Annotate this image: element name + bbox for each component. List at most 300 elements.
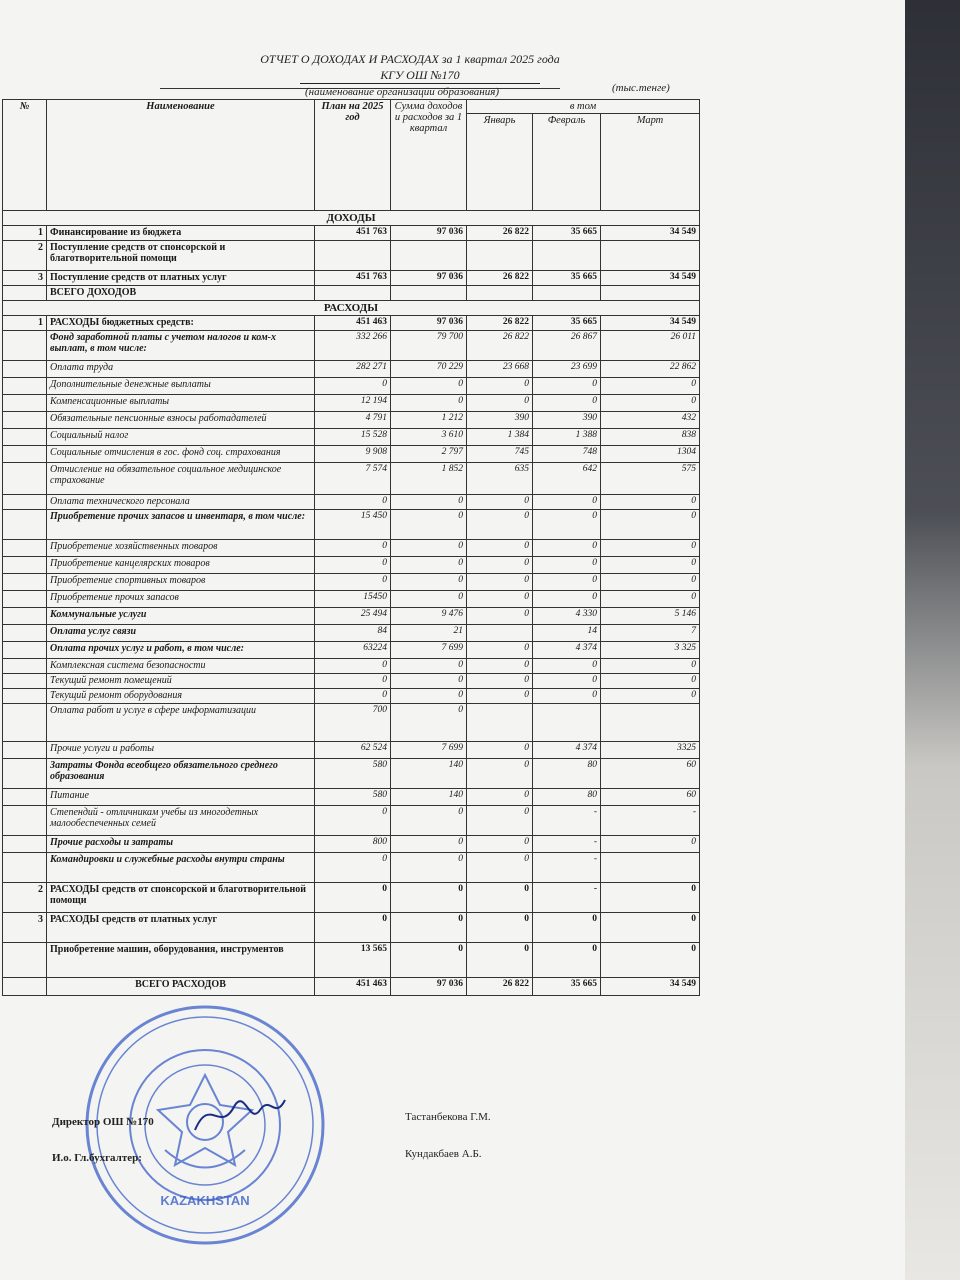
cell-plan: 0 bbox=[315, 557, 391, 574]
cell-plan: 700 bbox=[315, 704, 391, 742]
cell-idx bbox=[3, 361, 47, 378]
org-caption: (наименование организации образования) bbox=[305, 86, 500, 98]
cell-sum: 0 bbox=[391, 674, 467, 689]
cell-sum bbox=[391, 241, 467, 271]
cell-idx bbox=[3, 978, 47, 996]
cell-sum: 0 bbox=[391, 510, 467, 540]
cell-jan: 0 bbox=[467, 395, 533, 412]
cell-idx bbox=[3, 836, 47, 853]
cell-sum: 0 bbox=[391, 853, 467, 883]
cell-jan: 0 bbox=[467, 883, 533, 913]
cell-feb bbox=[533, 704, 601, 742]
cell-plan bbox=[315, 286, 391, 301]
cell-plan: 0 bbox=[315, 378, 391, 395]
cell-sum: 0 bbox=[391, 943, 467, 978]
table-row bbox=[3, 557, 700, 574]
cell-name: ВСЕГО ДОХОДОВ bbox=[47, 286, 315, 301]
cell-feb: 26 867 bbox=[533, 331, 601, 361]
cell-sum: 21 bbox=[391, 625, 467, 642]
table-row bbox=[3, 759, 700, 789]
cell-mar: 5 146 bbox=[601, 608, 700, 625]
cell-plan: 580 bbox=[315, 789, 391, 806]
cell-mar: - bbox=[601, 806, 700, 836]
cell-jan bbox=[467, 286, 533, 301]
section-expense: РАСХОДЫ bbox=[3, 301, 700, 316]
cell-sum: 0 bbox=[391, 704, 467, 742]
cell-name: Командировки и служебные расходы внутри страны bbox=[47, 853, 315, 883]
cell-name: Комплексная система безопасности bbox=[47, 659, 315, 674]
cell-feb bbox=[533, 286, 601, 301]
header-name: Наименование bbox=[47, 100, 315, 211]
table-row bbox=[3, 608, 700, 625]
cell-feb: - bbox=[533, 883, 601, 913]
cell-sum: 0 bbox=[391, 689, 467, 704]
table-row bbox=[3, 978, 700, 996]
cell-sum: 97 036 bbox=[391, 978, 467, 996]
table-row bbox=[3, 540, 700, 557]
cell-sum: 0 bbox=[391, 540, 467, 557]
cell-mar: 34 549 bbox=[601, 316, 700, 331]
cell-sum: 0 bbox=[391, 591, 467, 608]
cell-plan: 15 450 bbox=[315, 510, 391, 540]
table-row bbox=[3, 704, 700, 742]
table-row bbox=[3, 286, 700, 301]
cell-name: Оплата технического персонала bbox=[47, 495, 315, 510]
cell-sum: 97 036 bbox=[391, 226, 467, 241]
cell-plan: 12 194 bbox=[315, 395, 391, 412]
cell-jan: 0 bbox=[467, 742, 533, 759]
cell-plan: 451 463 bbox=[315, 316, 391, 331]
cell-idx bbox=[3, 853, 47, 883]
cell-idx: 1 bbox=[3, 226, 47, 241]
cell-plan: 451 463 bbox=[315, 978, 391, 996]
cell-idx bbox=[3, 429, 47, 446]
cell-plan: 84 bbox=[315, 625, 391, 642]
cell-jan: 745 bbox=[467, 446, 533, 463]
cell-name: РАСХОДЫ средств от платных услуг bbox=[47, 913, 315, 943]
cell-jan: 0 bbox=[467, 642, 533, 659]
header-no: № bbox=[3, 100, 47, 211]
cell-feb: 0 bbox=[533, 510, 601, 540]
cell-idx: 2 bbox=[3, 241, 47, 271]
cell-feb: 748 bbox=[533, 446, 601, 463]
cell-jan: 23 668 bbox=[467, 361, 533, 378]
cell-plan: 0 bbox=[315, 495, 391, 510]
report-title: ОТЧЕТ О ДОХОДАХ И РАСХОДАХ за 1 квартал 2025 года bbox=[260, 52, 560, 66]
cell-name: Фонд заработной платы с учетом налогов и ком-х выплат, в том числе: bbox=[47, 331, 315, 361]
cell-feb: 35 665 bbox=[533, 226, 601, 241]
cell-feb: 0 bbox=[533, 943, 601, 978]
cell-idx: 3 bbox=[3, 913, 47, 943]
cell-name: Прочие услуги и работы bbox=[47, 742, 315, 759]
director-signature bbox=[190, 1085, 290, 1145]
table-row bbox=[3, 943, 700, 978]
cell-plan: 25 494 bbox=[315, 608, 391, 625]
cell-mar: 0 bbox=[601, 836, 700, 853]
cell-jan bbox=[467, 704, 533, 742]
cell-feb: 0 bbox=[533, 689, 601, 704]
cell-feb: 390 bbox=[533, 412, 601, 429]
cell-sum: 97 036 bbox=[391, 316, 467, 331]
cell-feb: - bbox=[533, 806, 601, 836]
cell-name: Поступление средств от спонсорской и благотворительной помощи bbox=[47, 241, 315, 271]
header-feb: Февраль bbox=[533, 114, 601, 211]
cell-jan: 0 bbox=[467, 789, 533, 806]
cell-mar: 0 bbox=[601, 510, 700, 540]
cell-sum: 7 699 bbox=[391, 642, 467, 659]
cell-idx bbox=[3, 378, 47, 395]
cell-jan: 0 bbox=[467, 689, 533, 704]
cell-feb: 0 bbox=[533, 557, 601, 574]
cell-mar: 0 bbox=[601, 913, 700, 943]
cell-jan: 0 bbox=[467, 557, 533, 574]
cell-jan: 26 822 bbox=[467, 226, 533, 241]
cell-idx bbox=[3, 557, 47, 574]
header-mar: Март bbox=[601, 114, 700, 211]
cell-name: Текущий ремонт оборудования bbox=[47, 689, 315, 704]
cell-sum: 1 852 bbox=[391, 463, 467, 495]
cell-feb: 14 bbox=[533, 625, 601, 642]
cell-feb: - bbox=[533, 853, 601, 883]
table-row bbox=[3, 806, 700, 836]
cell-name: Коммунальные услуги bbox=[47, 608, 315, 625]
cell-plan: 0 bbox=[315, 659, 391, 674]
cell-plan: 0 bbox=[315, 674, 391, 689]
cell-mar: 0 bbox=[601, 378, 700, 395]
cell-name: Приобретение машин, оборудования, инструментов bbox=[47, 943, 315, 978]
accountant-label: И.о. Гл.бухгалтер: bbox=[52, 1152, 142, 1164]
cell-mar: 1304 bbox=[601, 446, 700, 463]
cell-plan: 800 bbox=[315, 836, 391, 853]
table-row bbox=[3, 625, 700, 642]
cell-mar: 3325 bbox=[601, 742, 700, 759]
cell-idx: 1 bbox=[3, 316, 47, 331]
cell-jan bbox=[467, 625, 533, 642]
cell-mar: 0 bbox=[601, 495, 700, 510]
cell-name: Обязательные пенсионные взносы работадателей bbox=[47, 412, 315, 429]
cell-jan: 0 bbox=[467, 495, 533, 510]
cell-jan: 0 bbox=[467, 540, 533, 557]
cell-sum: 0 bbox=[391, 378, 467, 395]
cell-name: Оплата работ и услуг в сфере информатизации bbox=[47, 704, 315, 742]
cell-idx bbox=[3, 759, 47, 789]
cell-idx bbox=[3, 789, 47, 806]
cell-idx bbox=[3, 742, 47, 759]
cell-plan bbox=[315, 241, 391, 271]
cell-plan: 62 524 bbox=[315, 742, 391, 759]
cell-name: Питание bbox=[47, 789, 315, 806]
cell-feb bbox=[533, 241, 601, 271]
header-sum: Сумма доходов и расходов за 1 квартал bbox=[391, 100, 467, 211]
table-row bbox=[3, 331, 700, 361]
table-row bbox=[3, 316, 700, 331]
cell-feb: 35 665 bbox=[533, 316, 601, 331]
cell-idx bbox=[3, 642, 47, 659]
cell-name: Компенсационные выплаты bbox=[47, 395, 315, 412]
cell-mar: 60 bbox=[601, 759, 700, 789]
cell-jan bbox=[467, 241, 533, 271]
cell-mar bbox=[601, 704, 700, 742]
cell-sum: 7 699 bbox=[391, 742, 467, 759]
header-jan: Январь bbox=[467, 114, 533, 211]
cell-sum: 0 bbox=[391, 574, 467, 591]
director-name: Тастанбекова Г.М. bbox=[405, 1111, 491, 1123]
cell-sum: 9 476 bbox=[391, 608, 467, 625]
table-row bbox=[3, 395, 700, 412]
cell-mar: 7 bbox=[601, 625, 700, 642]
cell-mar: 60 bbox=[601, 789, 700, 806]
cell-idx bbox=[3, 510, 47, 540]
cell-sum: 0 bbox=[391, 557, 467, 574]
table-row bbox=[3, 446, 700, 463]
cell-name: Приобретение хозяйственных товаров bbox=[47, 540, 315, 557]
cell-feb: 4 374 bbox=[533, 642, 601, 659]
cell-name: ВСЕГО РАСХОДОВ bbox=[47, 978, 315, 996]
cell-feb: 0 bbox=[533, 674, 601, 689]
cell-jan: 0 bbox=[467, 574, 533, 591]
cell-mar: 0 bbox=[601, 395, 700, 412]
cell-name: Приобретение прочих запасов и инвентаря, в том числе: bbox=[47, 510, 315, 540]
cell-feb: 0 bbox=[533, 659, 601, 674]
cell-plan: 15450 bbox=[315, 591, 391, 608]
cell-name: РАСХОДЫ бюджетных средств: bbox=[47, 316, 315, 331]
cell-name: Социальный налог bbox=[47, 429, 315, 446]
cell-feb: 0 bbox=[533, 495, 601, 510]
cell-plan: 0 bbox=[315, 806, 391, 836]
cell-idx bbox=[3, 608, 47, 625]
table-row bbox=[3, 510, 700, 540]
cell-idx bbox=[3, 446, 47, 463]
cell-plan: 15 528 bbox=[315, 429, 391, 446]
cell-plan: 282 271 bbox=[315, 361, 391, 378]
cell-idx bbox=[3, 495, 47, 510]
cell-sum: 3 610 bbox=[391, 429, 467, 446]
cell-name: Приобретение прочих запасов bbox=[47, 591, 315, 608]
cell-feb: 0 bbox=[533, 913, 601, 943]
cell-name: Оплата прочих услуг и работ, в том числе: bbox=[47, 642, 315, 659]
cell-jan: 26 822 bbox=[467, 978, 533, 996]
cell-feb: 642 bbox=[533, 463, 601, 495]
cell-mar: 0 bbox=[601, 883, 700, 913]
cell-sum: 0 bbox=[391, 659, 467, 674]
cell-jan: 0 bbox=[467, 378, 533, 395]
organization-name: КГУ ОШ №170 bbox=[300, 68, 540, 84]
cell-sum: 97 036 bbox=[391, 271, 467, 286]
cell-name: Прочие расходы и затраты bbox=[47, 836, 315, 853]
cell-name: Оплата услуг связи bbox=[47, 625, 315, 642]
cell-mar: 34 549 bbox=[601, 226, 700, 241]
cell-idx bbox=[3, 674, 47, 689]
cell-idx bbox=[3, 286, 47, 301]
cell-mar: 34 549 bbox=[601, 978, 700, 996]
cell-feb: 0 bbox=[533, 540, 601, 557]
cell-sum: 70 229 bbox=[391, 361, 467, 378]
table-row bbox=[3, 226, 700, 241]
cell-mar: 0 bbox=[601, 591, 700, 608]
cell-sum: 2 797 bbox=[391, 446, 467, 463]
table-row bbox=[3, 836, 700, 853]
cell-sum: 140 bbox=[391, 789, 467, 806]
cell-idx bbox=[3, 659, 47, 674]
cell-mar: 22 862 bbox=[601, 361, 700, 378]
cell-idx bbox=[3, 574, 47, 591]
cell-name: Поступление средств от платных услуг bbox=[47, 271, 315, 286]
director-label: Директор ОШ №170 bbox=[52, 1116, 154, 1128]
cell-plan: 4 791 bbox=[315, 412, 391, 429]
cell-plan: 13 565 bbox=[315, 943, 391, 978]
cell-name: Финансирование из бюджета bbox=[47, 226, 315, 241]
table-row bbox=[3, 241, 700, 271]
units-label: (тыс.тенге) bbox=[612, 82, 670, 94]
cell-idx bbox=[3, 540, 47, 557]
cell-mar bbox=[601, 241, 700, 271]
cell-sum: 79 700 bbox=[391, 331, 467, 361]
table-row bbox=[3, 659, 700, 674]
cell-name: Дополнительные денежные выплаты bbox=[47, 378, 315, 395]
cell-feb: 0 bbox=[533, 574, 601, 591]
cell-jan: 0 bbox=[467, 659, 533, 674]
cell-feb: 80 bbox=[533, 759, 601, 789]
cell-idx bbox=[3, 331, 47, 361]
cell-mar: 0 bbox=[601, 557, 700, 574]
cell-plan: 0 bbox=[315, 853, 391, 883]
cell-idx bbox=[3, 704, 47, 742]
cell-mar: 838 bbox=[601, 429, 700, 446]
table-row bbox=[3, 574, 700, 591]
cell-name: Степендий - отличникам учебы из многодетных малообеспеченных семей bbox=[47, 806, 315, 836]
header-incl: в том bbox=[467, 100, 700, 114]
cell-mar: 0 bbox=[601, 540, 700, 557]
cell-mar bbox=[601, 853, 700, 883]
table-row bbox=[3, 789, 700, 806]
header-plan: План на 2025 год bbox=[315, 100, 391, 211]
cell-jan: 0 bbox=[467, 759, 533, 789]
table-row bbox=[3, 591, 700, 608]
cell-sum: 0 bbox=[391, 883, 467, 913]
cell-idx bbox=[3, 689, 47, 704]
cell-name: Приобретение канцелярских товаров bbox=[47, 557, 315, 574]
cell-sum: 1 212 bbox=[391, 412, 467, 429]
table-row bbox=[3, 674, 700, 689]
section-income: ДОХОДЫ bbox=[3, 211, 700, 226]
cell-feb: 35 665 bbox=[533, 271, 601, 286]
cell-feb: 4 374 bbox=[533, 742, 601, 759]
cell-feb: 4 330 bbox=[533, 608, 601, 625]
cell-feb: 0 bbox=[533, 378, 601, 395]
cell-name: Приобретение спортивных товаров bbox=[47, 574, 315, 591]
cell-mar: 0 bbox=[601, 659, 700, 674]
stamp-text: KAZAKHSTAN bbox=[160, 1193, 250, 1208]
cell-feb: 0 bbox=[533, 591, 601, 608]
table-row bbox=[3, 412, 700, 429]
cell-jan: 26 822 bbox=[467, 316, 533, 331]
cell-sum: 0 bbox=[391, 806, 467, 836]
cell-plan: 9 908 bbox=[315, 446, 391, 463]
table-row bbox=[3, 913, 700, 943]
table-row bbox=[3, 642, 700, 659]
cell-jan: 1 384 bbox=[467, 429, 533, 446]
cell-idx bbox=[3, 806, 47, 836]
cell-sum: 0 bbox=[391, 495, 467, 510]
cell-feb: 35 665 bbox=[533, 978, 601, 996]
cell-mar: 575 bbox=[601, 463, 700, 495]
cell-jan: 390 bbox=[467, 412, 533, 429]
cell-jan: 0 bbox=[467, 853, 533, 883]
report-table bbox=[2, 99, 700, 996]
cell-jan: 0 bbox=[467, 836, 533, 853]
cell-sum bbox=[391, 286, 467, 301]
cell-plan: 0 bbox=[315, 689, 391, 704]
cell-jan: 0 bbox=[467, 608, 533, 625]
cell-jan: 0 bbox=[467, 674, 533, 689]
cell-plan: 0 bbox=[315, 574, 391, 591]
cell-sum: 0 bbox=[391, 395, 467, 412]
table-row bbox=[3, 742, 700, 759]
cell-plan: 451 763 bbox=[315, 226, 391, 241]
table-row bbox=[3, 429, 700, 446]
cell-idx bbox=[3, 591, 47, 608]
table-row bbox=[3, 853, 700, 883]
cell-name: РАСХОДЫ средств от спонсорской и благотворительной помощи bbox=[47, 883, 315, 913]
cell-idx bbox=[3, 943, 47, 978]
cell-mar: 26 011 bbox=[601, 331, 700, 361]
cell-feb: 80 bbox=[533, 789, 601, 806]
table-row bbox=[3, 463, 700, 495]
cell-name: Отчисление на обязательное социальное медицинское страхование bbox=[47, 463, 315, 495]
table-row bbox=[3, 271, 700, 286]
cell-plan: 580 bbox=[315, 759, 391, 789]
cell-jan: 0 bbox=[467, 806, 533, 836]
cell-jan: 0 bbox=[467, 913, 533, 943]
cell-name: Затраты Фонда всеобщего обязательного среднего образования bbox=[47, 759, 315, 789]
cell-idx: 3 bbox=[3, 271, 47, 286]
cell-mar: 34 549 bbox=[601, 271, 700, 286]
cell-plan: 0 bbox=[315, 883, 391, 913]
table-row bbox=[3, 378, 700, 395]
cell-jan: 0 bbox=[467, 943, 533, 978]
table-row bbox=[3, 361, 700, 378]
cell-feb: 0 bbox=[533, 395, 601, 412]
cell-name: Оплата труда bbox=[47, 361, 315, 378]
desk-background bbox=[905, 0, 960, 1280]
cell-plan: 332 266 bbox=[315, 331, 391, 361]
cell-mar: 0 bbox=[601, 943, 700, 978]
cell-mar: 0 bbox=[601, 574, 700, 591]
cell-mar: 432 bbox=[601, 412, 700, 429]
cell-jan: 0 bbox=[467, 591, 533, 608]
cell-plan: 0 bbox=[315, 913, 391, 943]
table-row bbox=[3, 883, 700, 913]
cell-name: Текущий ремонт помещений bbox=[47, 674, 315, 689]
cell-mar: 3 325 bbox=[601, 642, 700, 659]
cell-idx bbox=[3, 395, 47, 412]
cell-plan: 63224 bbox=[315, 642, 391, 659]
cell-feb: 1 388 bbox=[533, 429, 601, 446]
table-row bbox=[3, 689, 700, 704]
cell-sum: 140 bbox=[391, 759, 467, 789]
cell-mar: 0 bbox=[601, 674, 700, 689]
cell-plan: 0 bbox=[315, 540, 391, 557]
cell-name: Социальные отчисления в гос. фонд соц. страхования bbox=[47, 446, 315, 463]
cell-idx bbox=[3, 463, 47, 495]
cell-jan: 0 bbox=[467, 510, 533, 540]
cell-plan: 451 763 bbox=[315, 271, 391, 286]
cell-idx: 2 bbox=[3, 883, 47, 913]
cell-idx bbox=[3, 625, 47, 642]
cell-feb: - bbox=[533, 836, 601, 853]
cell-sum: 0 bbox=[391, 836, 467, 853]
cell-jan: 26 822 bbox=[467, 271, 533, 286]
